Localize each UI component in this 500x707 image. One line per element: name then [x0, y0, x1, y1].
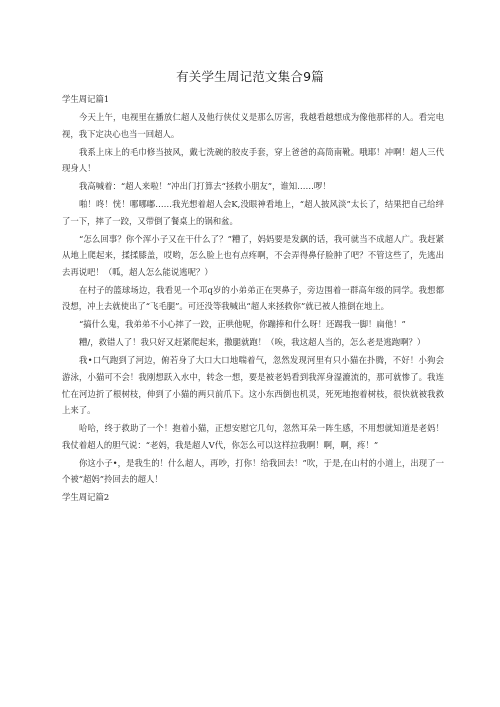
- section-heading: 学生周记篇1: [62, 94, 110, 104]
- paragraph: 糟/，救错人了！我只好又赶紧爬起来，撒腿就跑！（唉，我这超人当的，怎么老是逃跑啊？）: [79, 337, 426, 348]
- paragraph: “搞什么鬼，我弟弟不小心摔了一跤，正哄他呢，你蹦捧和什么呀！还踢我一脚！扁他！”: [79, 319, 406, 330]
- paragraph: 我系上床上的毛巾修当披风，戴七洗碗的胶皮手套，穿上爸爸的高筒南靴。哦耶！冲啊！超人三代现身人！: [62, 146, 444, 174]
- paragraph: 在村子的篮球场边，我看见一个邛q岁的小弟弟正在哭鼻子，旁边围着一群高年级的同学。我想都没想，冲上去就使出了“飞毛腿”。可还没等我喊出“超人来拯救你”就已被人推倒在地上。: [62, 284, 444, 312]
- paragraph: 哈哈，终于救助了一个！抱着小猫，正想安慰它几句，忽然耳朵一阵生感，不用想就知道是老妈！我仗着超人的胆气说：“老妈，我是超人V代，你怎么可以这样拉我啊！啊，啊，疼！”: [62, 423, 444, 450]
- paragraph: 今天上午，电视里在播放仁超人及他行侠仗义是那么厉害，我越看越想成为像他那样的人。看完电视，我下定决心也当一回超人。: [62, 111, 444, 139]
- paragraph: 你这小子•，是我生的！什么超人，再吵，打你！给我回去！”吹，于是,在山村的小道上，出现了一个被“超妈”拎回去的超人！: [62, 457, 444, 485]
- paragraph: “怎么回事？你个浑小子又在干什么了？”糟了，妈妈要是发飙的话，我可就当不成超人广。我赶紧从地上爬起来，揉揉膝盖，哎哟，怎么脸上也有点疼啊，不会弄得鼻仔脸肿了吧？不管这些了，先逃出去再说吧！（呱，超人怎么能说逃呢？）: [62, 233, 444, 277]
- document-body: [62, 91, 444, 507]
- paragraph: 啪！咚！恍！哪哪嘟……我光想着超人会K,没眼神看地上，“超人披风淡”太长了，结果把自己给绊了一下，摔了一跤，又带倒了餐桌上的锅和盆。: [62, 199, 444, 226]
- document-title: 有关学生周记范文集合9篇: [176, 69, 324, 84]
- paragraph: 我高喊着：“超人来啦！”冲出门打算去“拯救小朋友”，谁知……啰！: [79, 181, 331, 192]
- section-heading: 学生周记篇2: [62, 492, 110, 503]
- paragraph: 我•口气跑到了河边，俯若身了大口大口地喘着气，忽然发现河里有只小猫在扑腾，不好！小狗会游泳，小猫可不会！我刚想跃入水中，转念一想，要是被老妈看到我浑身湿漉流的，那可就惨了。我连忙在河边折了根树枝，伸到了小猫的两只前爪下。这小东西倒也机灵，死死地抱着树枝，很快就被我救上来了。: [62, 355, 444, 416]
